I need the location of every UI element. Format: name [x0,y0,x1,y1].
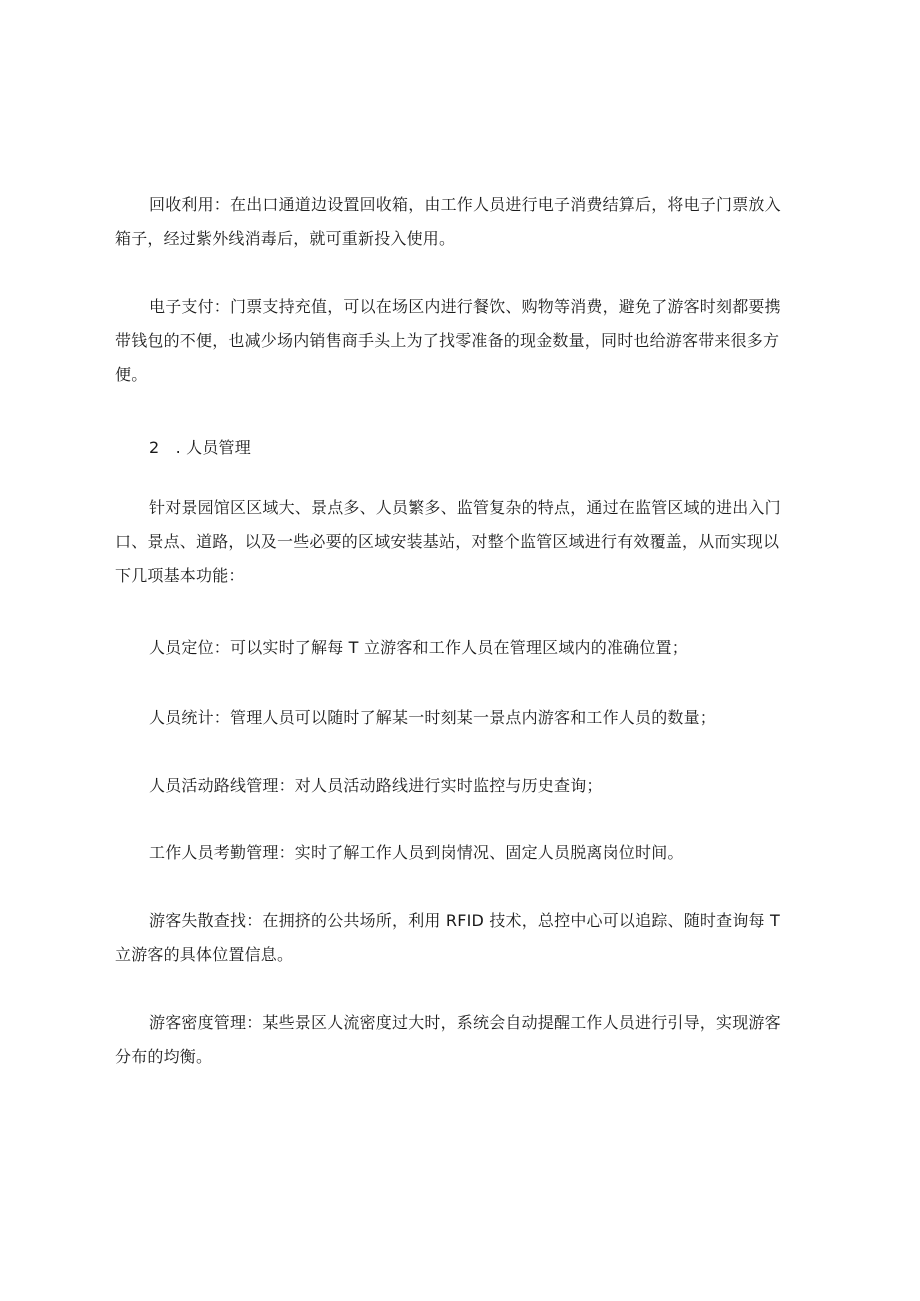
paragraph-density [115,1006,815,1074]
paragraph-attendance [115,836,815,870]
paragraph-line: 针对景园馆区区域大、景点多、人员繁多、监管复杂的特点，通过在监管区域的进出入门 [149,498,781,517]
section-heading [115,431,815,465]
paragraph-line: 电子支付：门票支持充值，可以在场区内进行餐饮、购物等消费，避免了游客时刻都要携 [149,297,781,316]
paragraph-intro [115,491,815,593]
paragraph-line: 下几项基本功能： [115,566,245,585]
paragraph-line: 口、景点、道路，以及一些必要的区域安装基站，对整个监管区域进行有效覆盖，从而实现以 [115,532,780,551]
paragraph-epay [115,290,815,392]
paragraph-line: 人员活动路线管理：对人员活动路线进行实时监控与历史查询； [149,776,603,795]
paragraph-line: 分布的均衡。 [115,1047,213,1066]
paragraph-lost [115,904,815,972]
paragraph-locate [115,631,815,665]
paragraph-line: 游客失散查找：在拥挤的公共场所，利用 RFID 技术，总控中心可以追踪、随时查询每 T [149,911,780,930]
paragraph-line: 立游客的具体位置信息。 [115,945,294,964]
paragraph-recycle [115,188,815,256]
paragraph-line: 人员定位：可以实时了解每 T 立游客和工作人员在管理区域内的准确位置； [149,638,688,657]
paragraph-line: 回收利用：在出口通道边设置回收箱，由工作人员进行电子消费结算后，将电子门票放入 [149,195,781,214]
paragraph-line: 箱子，经过紫外线消毒后，就可重新投入使用。 [115,229,456,248]
paragraph-route [115,769,815,803]
paragraph-line: 带钱包的不便，也减少场内销售商手头上为了找零准备的现金数量，同时也给游客带来很多方 [115,331,780,350]
paragraph-stats [115,701,815,735]
paragraph-line: 人员统计：管理人员可以随时了解某一时刻某一景点内游客和工作人员的数量； [149,708,717,727]
paragraph-line: 工作人员考勤管理：实时了解工作人员到岗情况、固定人员脱离岗位时间。 [149,843,684,862]
heading-text: 2 . 人员管理 [149,438,251,457]
paragraph-line: 便。 [115,365,148,384]
paragraph-line: 游客密度管理：某些景区人流密度过大时，系统会自动提醒工作人员进行引导，实现游客 [149,1013,781,1032]
